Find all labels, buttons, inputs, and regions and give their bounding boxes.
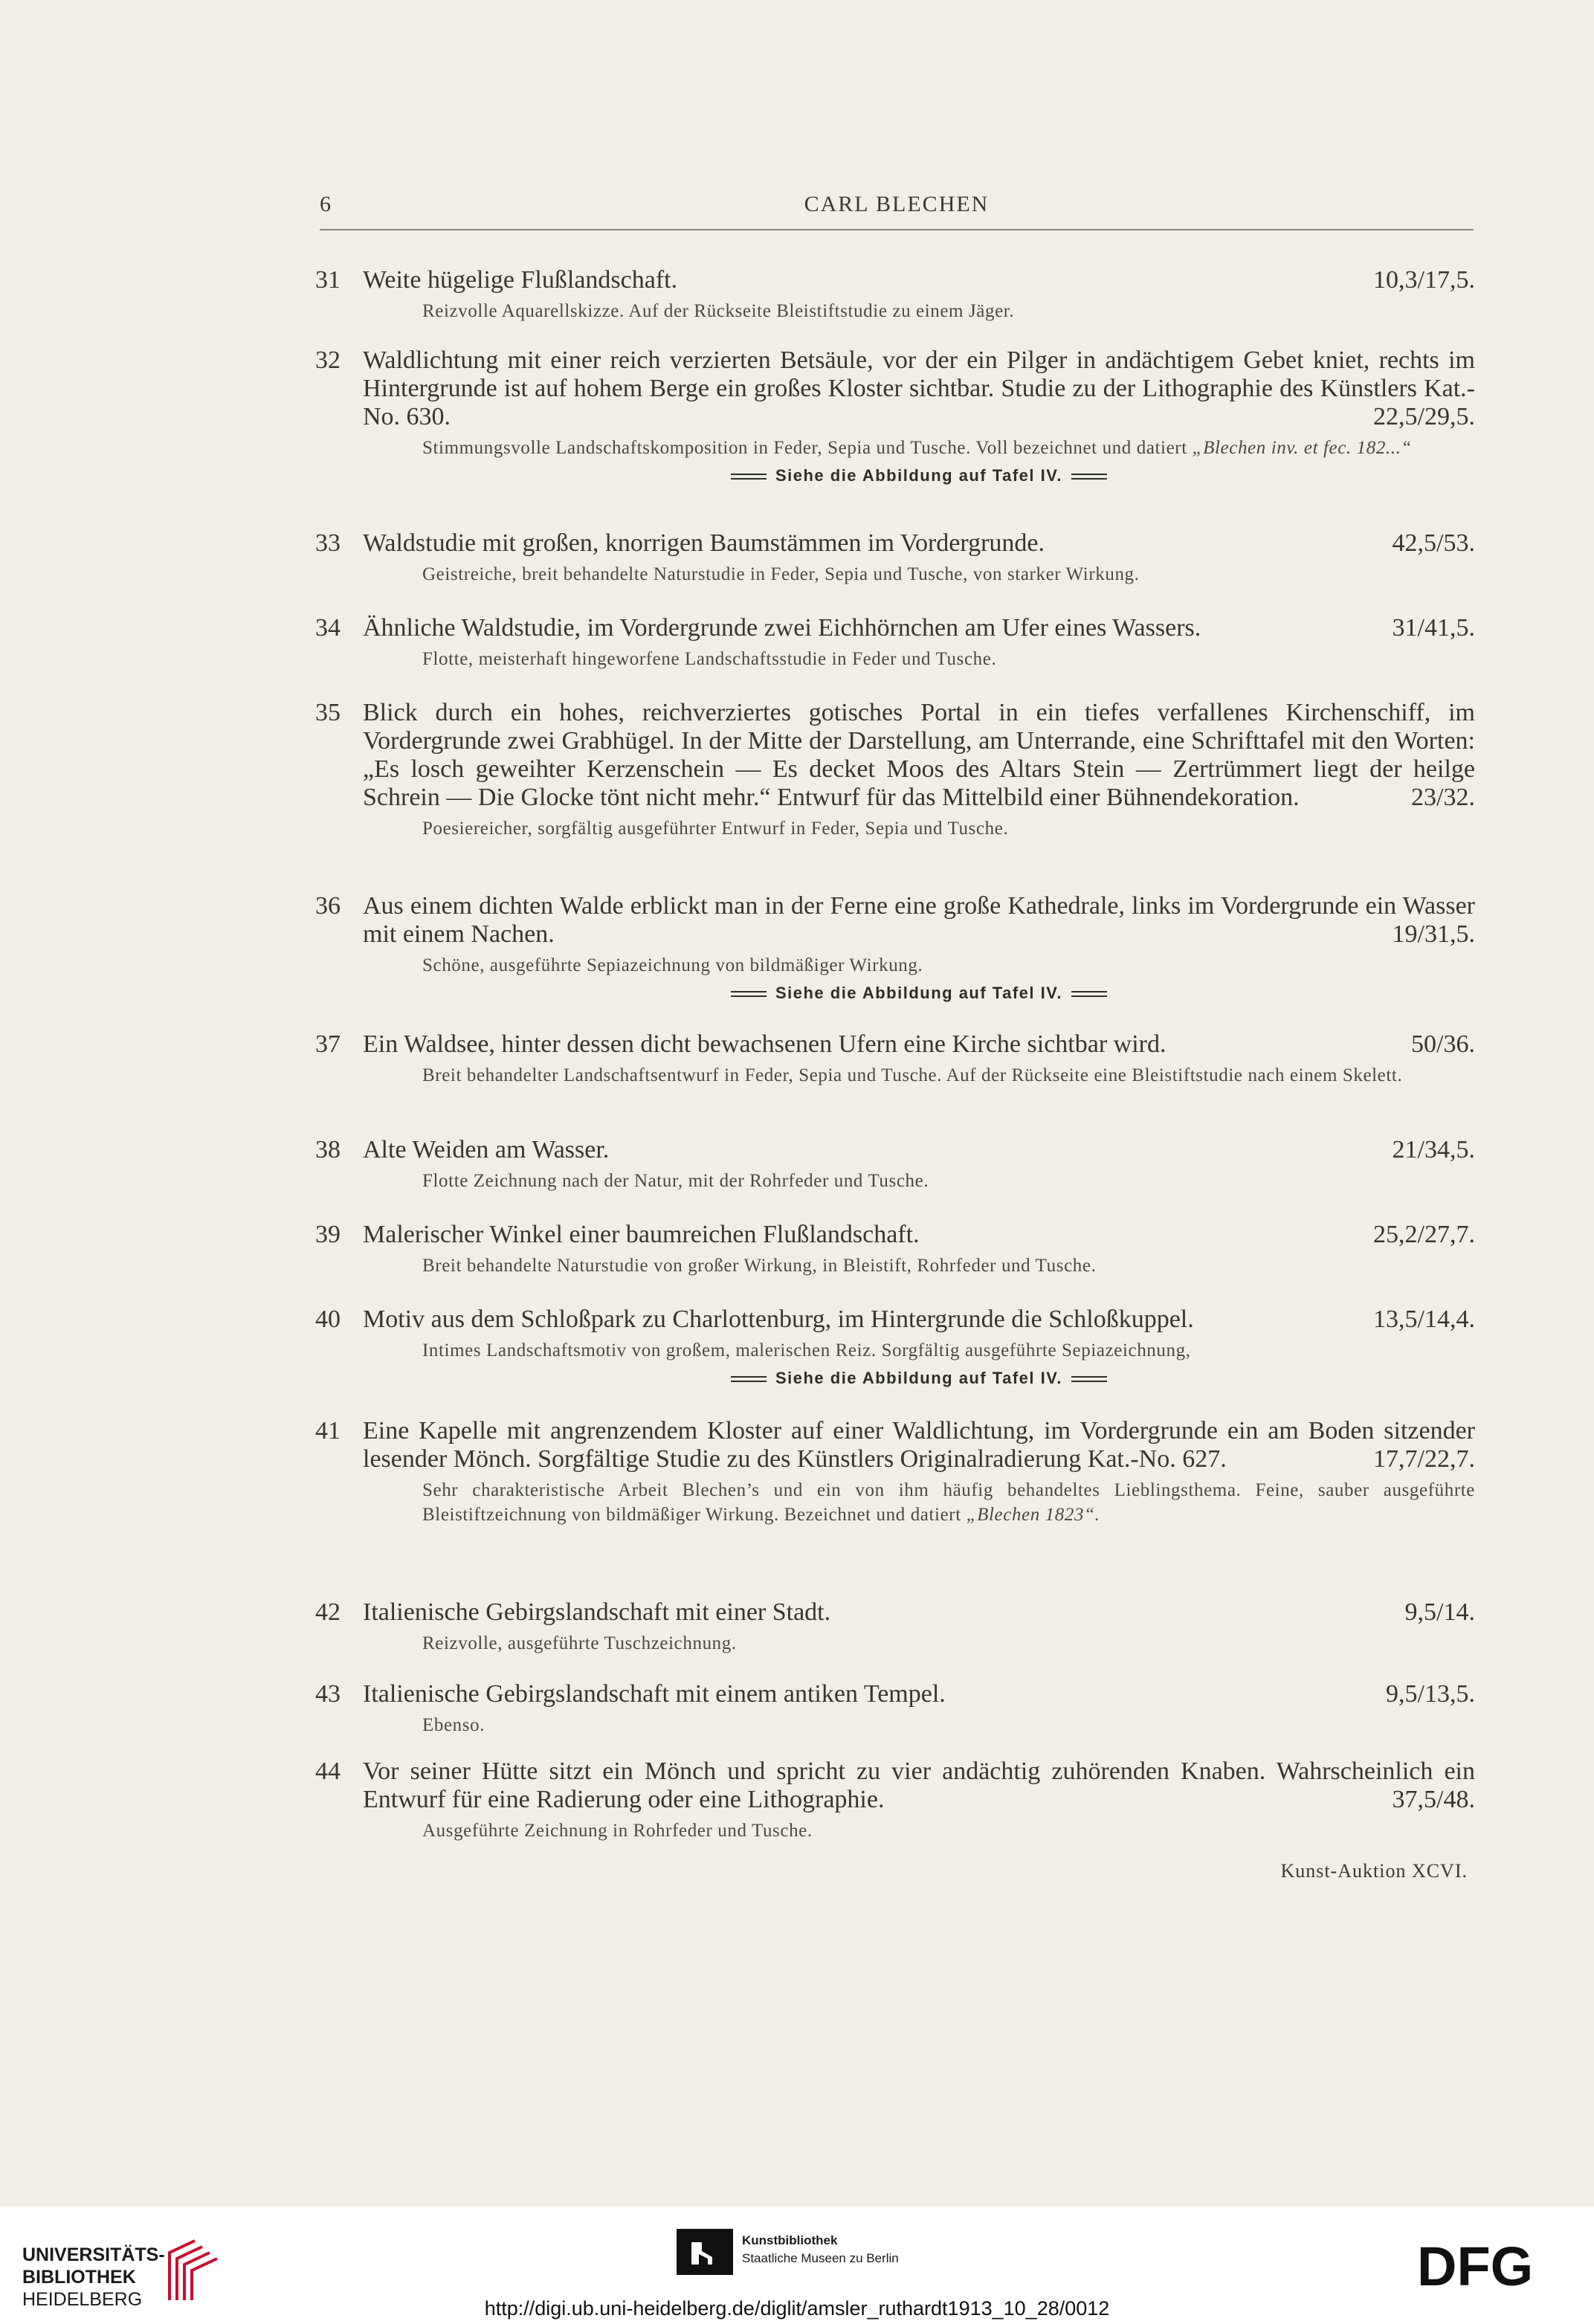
- entry-title: [363, 529, 1475, 558]
- entry-title: [363, 1030, 1475, 1059]
- entry-description: Breit behandelter Landschaftsentwurf in Feder, Sepia und Tusche. Auf der Rückseite eine Bleistiftstudie nach einem Skelett.: [422, 1065, 1403, 1085]
- catalog-entry: [315, 266, 1475, 323]
- entry-price: 23/32.: [1411, 784, 1475, 811]
- entry-title-text: Eine Kapelle mit angrenzendem Kloster auf einer Waldlichtung, im Vordergrunde ein am Boden sitzender lesender Mönch. Sorgfältige Studie zu des Künstlers Originalradierung Kat.-No. 627.: [363, 1417, 1475, 1473]
- entry-title: [363, 699, 1475, 812]
- catalog-entry: [315, 1757, 1475, 1843]
- entry-number: 42: [315, 1598, 341, 1626]
- entry-title: [363, 1417, 1475, 1474]
- entry-title: [363, 1598, 1475, 1627]
- catalog-entry: [315, 1598, 1475, 1656]
- page-header: [320, 192, 1474, 230]
- catalog-entry: [315, 346, 1475, 487]
- entry-description: Schöne, ausgeführte Sepiazeichnung von bildmäßiger Wirkung.: [422, 955, 923, 975]
- entry-description: [422, 1478, 1475, 1527]
- catalog-entry: [315, 529, 1475, 587]
- plate-reference: [363, 1367, 1475, 1389]
- entry-price: 50/36.: [1411, 1030, 1475, 1058]
- entry-description-text: Sehr charakteristische Arbeit Blechen’s und ein von ihm häufig behandeltes Lieblingsthema. Feine, sauber ausgeführte Bleistiftzeichnung von bildmäßiger Wirkung. Bezeichnet und datiert: [422, 1480, 1475, 1525]
- dfg-logo-text: DFG: [1417, 2239, 1534, 2290]
- catalog-entry: [315, 1030, 1475, 1088]
- kb-subtitle: Staatliche Museen zu Berlin: [742, 2251, 899, 2265]
- entry-title-text: Motiv aus dem Schloßpark zu Charlottenburg, im Hintergrunde die Schloßkuppel.: [363, 1305, 1194, 1333]
- entry-title: [363, 1680, 1475, 1708]
- entry-description: Flotte, meisterhaft hingeworfene Landschaftsstudie in Feder und Tusche.: [422, 649, 997, 669]
- double-rule-right: [1071, 991, 1107, 997]
- catalog-entry: [315, 1305, 1475, 1389]
- entry-number: 37: [315, 1030, 341, 1058]
- entry-number: 38: [315, 1136, 341, 1163]
- university-library-logo-icon: [162, 2238, 222, 2302]
- entry-title: [363, 1136, 1475, 1164]
- double-rule-left: [731, 991, 767, 997]
- entry-signature: „Blechen 1823“.: [966, 1505, 1100, 1525]
- double-rule-left: [731, 1376, 767, 1382]
- plate-reference-text: Siehe die Abbildung auf Tafel IV.: [775, 1369, 1063, 1387]
- entry-price: 22,5/29,5.: [1373, 403, 1475, 430]
- entry-title-text: Waldlichtung mit einer reich verzierten Betsäule, vor der ein Pilger in andächtigem Gebet kniet, rechts im Hintergrunde ist auf hohem Berge ein großes Kloster sichtbar. Studie zu der Lithographie des Künstlers Kat.-No. 630.: [363, 346, 1475, 430]
- plate-reference-text: Siehe die Abbildung auf Tafel IV.: [775, 466, 1063, 485]
- uni-line-1: UNIVERSITÄTS-: [22, 2244, 165, 2265]
- entry-title: [363, 266, 1475, 294]
- entry-title-text: Blick durch ein hohes, reichverziertes gotisches Portal in ein tiefes verfallenes Kirchenschiff, im Vordergrunde zwei Grabhügel. In der Mitte der Darstellung, am Unterrande, eine Schrifttafel mit den Worten: „Es losch geweihter Kerzenschein — Es decket Moos des Altars Stein — Zertrümmert liegt der heilge Schrein — Die Glocke tönt nicht mehr.“ Entwurf für das Mittelbild einer Bühnendekoration.: [363, 699, 1475, 811]
- entry-number: 34: [315, 614, 341, 642]
- source-url: http://digi.ub.uni-heidelberg.de/diglit/amsler_ruthardt1913_10_28/0012: [484, 2297, 1110, 2320]
- entry-description: Breit behandelte Naturstudie von großer Wirkung, in Bleistift, Rohrfeder und Tusche.: [422, 1256, 1097, 1276]
- entry-title: [363, 1221, 1475, 1249]
- entry-description: Geistreiche, breit behandelte Naturstudie in Feder, Sepia und Tusche, von starker Wirkung.: [422, 564, 1140, 584]
- entry-title: [363, 614, 1475, 642]
- catalog-entry: [315, 699, 1475, 841]
- kunstbibliothek-logo-icon: [677, 2229, 733, 2275]
- entry-price: 21/34,5.: [1392, 1136, 1475, 1163]
- entry-description: [422, 436, 1475, 460]
- double-rule-left: [731, 474, 767, 480]
- entry-number: 43: [315, 1680, 341, 1708]
- catalog-entry: [315, 1680, 1475, 1737]
- dfg-logo: [1417, 2239, 1573, 2290]
- entry-title-text: Ähnliche Waldstudie, im Vordergrunde zwei Eichhörnchen am Ufer eines Wassers.: [363, 614, 1201, 642]
- plate-reference: [363, 982, 1475, 1004]
- catalog-entry: [315, 1221, 1475, 1278]
- entry-number: 36: [315, 892, 341, 920]
- entry-description: Reizvolle Aquarellskizze. Auf der Rückseite Bleistiftstudie zu einem Jäger.: [422, 301, 1015, 321]
- page-number: 6: [320, 192, 331, 216]
- plate-reference-text: Siehe die Abbildung auf Tafel IV.: [775, 984, 1063, 1002]
- entry-description: Poesiereicher, sorgfältig ausgeführter Entwurf in Feder, Sepia und Tusche.: [422, 819, 1009, 839]
- entry-title-text: Weite hügelige Flußlandschaft.: [363, 266, 678, 294]
- entry-price: 9,5/14.: [1404, 1598, 1475, 1626]
- entry-number: 39: [315, 1221, 341, 1248]
- entry-title: [363, 1305, 1475, 1334]
- entry-title-text: Aus einem dichten Walde erblickt man in der Ferne eine große Kathedrale, links im Vordergrunde ein Wasser mit einem Nachen.: [363, 892, 1475, 948]
- entry-price: 42,5/53.: [1392, 529, 1475, 557]
- entry-price: 25,2/27,7.: [1373, 1221, 1475, 1248]
- entry-price: 17,7/22,7.: [1373, 1445, 1475, 1473]
- running-title: CARL BLECHEN: [804, 192, 990, 216]
- entry-title-text: Malerischer Winkel einer baumreichen Flußlandschaft.: [363, 1221, 920, 1248]
- entry-description: Ebenso.: [422, 1715, 485, 1735]
- double-rule-right: [1071, 474, 1107, 480]
- catalog-footer-note: Kunst-Auktion XCVI.: [1280, 1860, 1468, 1882]
- entry-price: 9,5/13,5.: [1386, 1680, 1475, 1708]
- kunstbibliothek-name: [742, 2232, 899, 2267]
- kb-title: Kunstbibliothek: [742, 2233, 838, 2247]
- entry-price: 37,5/48.: [1392, 1786, 1475, 1813]
- double-rule-right: [1071, 1376, 1107, 1382]
- entry-number: 40: [315, 1305, 341, 1333]
- entry-title-text: Vor seiner Hütte sitzt ein Mönch und spricht zu vier andächtig zuhörenden Knaben. Wahrscheinlich ein Entwurf für eine Radierung oder eine Lithographie.: [363, 1757, 1475, 1813]
- uni-line-3: HEIDELBERG: [22, 2289, 143, 2310]
- entry-number: 35: [315, 699, 341, 726]
- entry-number: 41: [315, 1417, 341, 1445]
- catalog-entry: [315, 614, 1475, 671]
- entry-number: 32: [315, 346, 341, 374]
- entry-number: 44: [315, 1757, 341, 1785]
- entry-description: Reizvolle, ausgeführte Tuschzeichnung.: [422, 1633, 737, 1653]
- entry-title-text: Waldstudie mit großen, knorrigen Baumstämmen im Vordergrunde.: [363, 529, 1045, 557]
- entry-title-text: Ein Waldsee, hinter dessen dicht bewachsenen Ufern eine Kirche sichtbar wird.: [363, 1030, 1167, 1058]
- entry-title-text: Italienische Gebirgslandschaft mit einem antiken Tempel.: [363, 1680, 946, 1708]
- entry-title-text: Italienische Gebirgslandschaft mit einer Stadt.: [363, 1598, 831, 1626]
- entry-price: 13,5/14,4.: [1373, 1305, 1475, 1333]
- entry-description: Ausgeführte Zeichnung in Rohrfeder und Tusche.: [422, 1821, 813, 1841]
- digitization-footer: [0, 2207, 1594, 2324]
- entry-title-text: Alte Weiden am Wasser.: [363, 1136, 610, 1163]
- entry-title: [363, 1757, 1475, 1814]
- entry-number: 33: [315, 529, 341, 557]
- plate-reference: [363, 465, 1475, 487]
- entry-price: 19/31,5.: [1392, 920, 1475, 948]
- entry-price: 10,3/17,5.: [1373, 266, 1475, 294]
- entry-number: 31: [315, 266, 341, 294]
- catalog-entry: [315, 1136, 1475, 1193]
- entry-title: [363, 346, 1475, 431]
- entry-signature: „Blechen inv. et fec. 182...“: [1192, 438, 1412, 458]
- entry-description-text: Stimmungsvolle Landschaftskomposition in Feder, Sepia und Tusche. Voll bezeichnet und datiert: [422, 438, 1187, 458]
- entry-description: Intimes Landschaftsmotiv von großem, malerischen Reiz. Sorgfältig ausgeführte Sepiazeichnung,: [422, 1340, 1191, 1360]
- entry-title: [363, 892, 1475, 949]
- catalog-entry: [315, 1417, 1475, 1527]
- catalog-entry: [315, 892, 1475, 1004]
- entry-price: 31/41,5.: [1392, 614, 1475, 642]
- uni-line-2: BIBLIOTHEK: [22, 2267, 136, 2288]
- entry-description: Flotte Zeichnung nach der Natur, mit der Rohrfeder und Tusche.: [422, 1171, 929, 1191]
